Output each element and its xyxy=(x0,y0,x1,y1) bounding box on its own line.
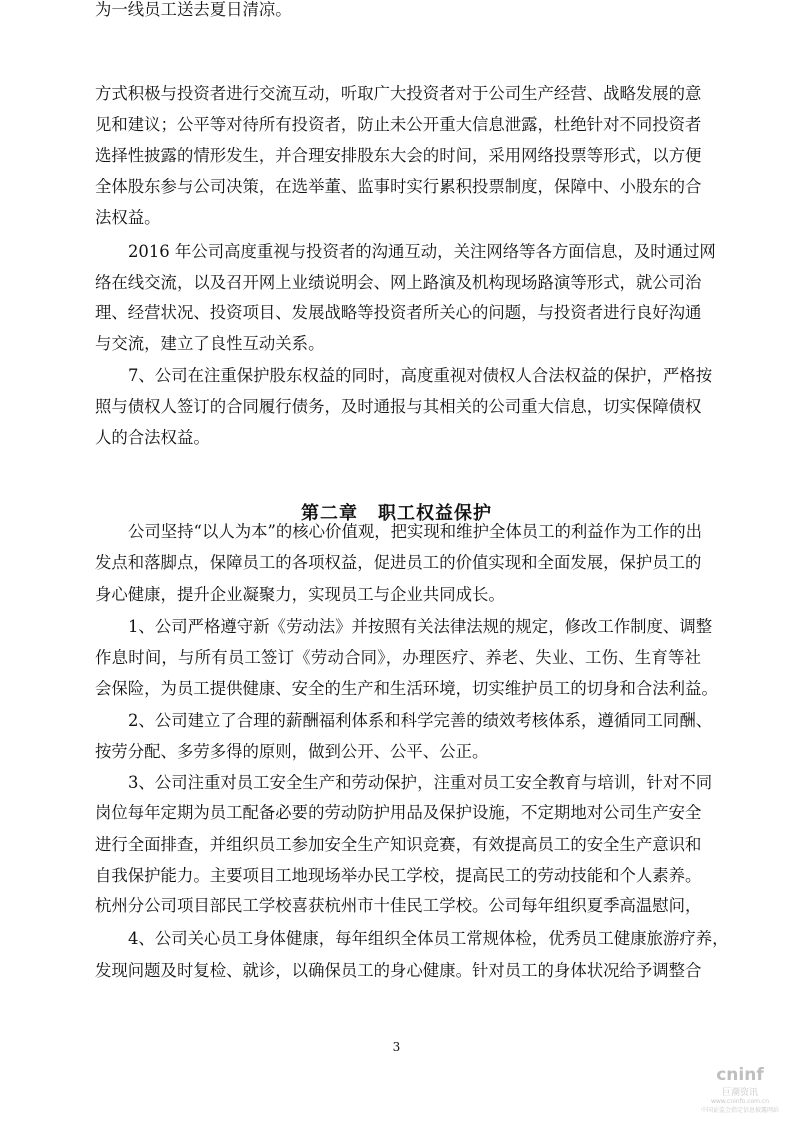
paragraph-line: 人的合法权益。 xyxy=(95,428,210,447)
paragraph-line: 按劳分配、多劳多得的原则，做到公开、公平、公正。 xyxy=(95,742,489,761)
paragraph-line: 杭州分公司项目部民工学校喜获杭州市十佳民工学校。公司每年组织夏季高温慰问， xyxy=(95,896,702,915)
paragraph-line: 为一线员工送去夏日清凉。 xyxy=(95,0,292,19)
watermark-tagline: 中国证监会指定信息披露网站 xyxy=(700,1107,779,1114)
paragraph-line: 身心健康，提升企业凝聚力，实现员工与企业共同成长。 xyxy=(95,585,505,604)
watermark-name: 巨潮资讯 xyxy=(721,1088,758,1098)
paragraph-line: 4、公司关心员工身体健康，每年组织全体员工常规体检，优秀员工健康旅游疗养， xyxy=(128,929,729,948)
chapter-number: 第二章 xyxy=(301,503,358,524)
chapter-heading xyxy=(0,499,793,525)
paragraph-line: 自我保护能力。主要项目工地现场举办民工学校，提高民工的劳动技能和个人素养。 xyxy=(95,866,702,885)
paragraph-line: 会保险，为员工提供健康、安全的生产和生活环境，切实维护员工的切身和合法利益。 xyxy=(95,679,718,698)
paragraph-line: 选择性披露的情形发生，并合理安排股东大会的时间，采用网络投票等形式，以方便 xyxy=(95,146,702,165)
paragraph-line: 与交流，建立了良性互动关系。 xyxy=(95,334,325,353)
paragraph-line: 发点和落脚点，保障员工的各项权益，促进员工的价值实现和全面发展，保护员工的 xyxy=(95,553,702,572)
paragraph-line: 发现问题及时复检、就诊，以确保员工的身心健康。针对员工的身体状况给予调整合 xyxy=(95,961,702,980)
paragraph-line: 公司坚持“以人为本”的核心价值观，把实现和维护全体员工的利益作为工作的出 xyxy=(128,522,703,541)
paragraph-line: 1、公司严格遵守新《劳动法》并按照有关法律法规的规定，修改工作制度、调整 xyxy=(128,617,713,636)
cninfo-logo: cninf xyxy=(716,1065,764,1085)
paragraph-line: 理、经营状况、投资项目、发展战略等投资者所关心的问题，与投资者进行良好沟通 xyxy=(95,303,702,322)
paragraph-line: 全体股东参与公司决策，在选举董、监事时实行累积投票制度，保障中、小股东的合 xyxy=(95,177,702,196)
paragraph-line: 2016 年公司高度重视与投资者的沟通互动，关注网络等各方面信息，及时通过网 xyxy=(128,242,716,261)
paragraph-line: 照与债权人签订的合同履行债务，及时通报与其相关的公司重大信息，切实保障债权 xyxy=(95,397,702,416)
cninfo-watermark xyxy=(701,1065,779,1114)
page-number: 3 xyxy=(392,1040,401,1054)
paragraph-line: 络在线交流，以及召开网上业绩说明会、网上路演及机构现场路演等形式，就公司治 xyxy=(95,273,702,292)
paragraph-line: 法权益。 xyxy=(95,208,161,227)
paragraph-line: 作息时间，与所有员工签订《劳动合同》，办理医疗、养老、失业、工伤、生育等社 xyxy=(95,648,701,667)
paragraph-line: 方式积极与投资者进行交流互动，听取广大投资者对于公司生产经营、战略发展的意 xyxy=(95,84,702,103)
paragraph-line: 见和建议；公平等对待所有投资者，防止未公开重大信息泄露，杜绝针对不同投资者 xyxy=(95,115,702,134)
paragraph-line: 2、公司建立了合理的薪酬福利体系和科学完善的绩效考核体系，遵循同工同酬、 xyxy=(128,711,713,730)
paragraph-line: 进行全面排查，并组织员工参加安全生产知识竞赛，有效提高员工的安全生产意识和 xyxy=(95,835,702,854)
paragraph-line: 3、公司注重对员工安全生产和劳动保护，注重对员工安全教育与培训，针对不同 xyxy=(128,773,713,792)
paragraph-line: 岗位每年定期为员工配备必要的劳动防护用品及保护设施，不定期地对公司生产安全 xyxy=(95,803,702,822)
paragraph-line: 7、公司在注重保护股东权益的同时，高度重视对债权人合法权益的保护，严格按 xyxy=(128,366,713,385)
chapter-title: 职工权益保护 xyxy=(378,503,492,524)
watermark-url: www.cninfo.com.cn xyxy=(710,1098,770,1105)
